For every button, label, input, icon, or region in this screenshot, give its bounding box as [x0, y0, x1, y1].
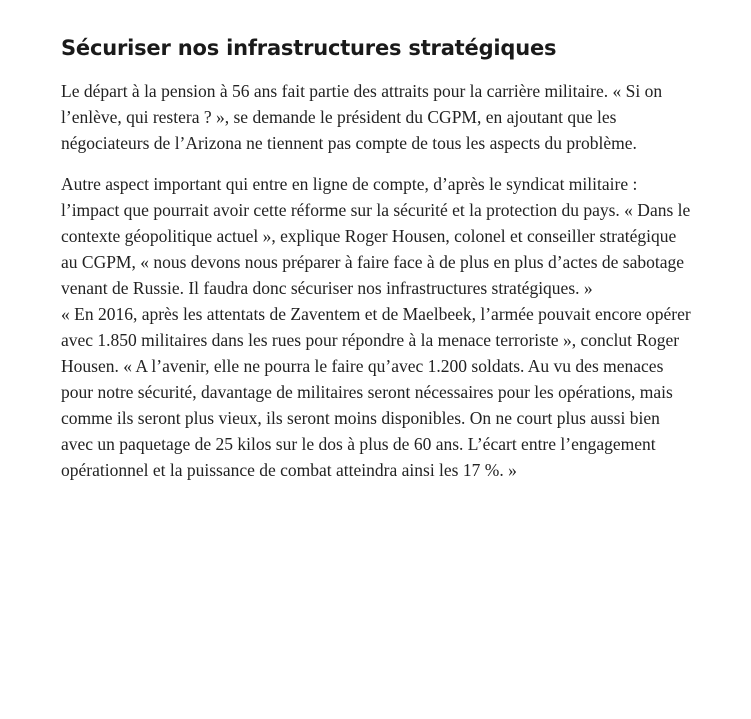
article-paragraph-2: Autre aspect important qui entre en ligne de compte, d’après le syndicat militaire : l’impact que pourrait avoir cette réforme sur la sécurité et la protection du pays. « Dans le contexte géopolitique actuel », explique Roger Housen, colonel et conseiller stratégique au CGPM, « nous devons nous préparer à faire face à de plus en plus d’actes de sabotage venant de Russie. Il faudra donc sécuriser nos infrastructures stratégiques. » [61, 174, 691, 298]
article-heading: Sécuriser nos infrastructures stratégiques [61, 36, 557, 60]
article [61, 34, 691, 483]
article-paragraph-3: « En 2016, après les attentats de Zaventem et de Maelbeek, l’armée pouvait encore opérer avec 1.850 militaires dans les rues pour répondre à la menace terroriste », conclut Roger Housen. « A l’avenir, elle ne pourra le faire qu’avec 1.200 soldats. Au vu des menaces pour notre sécurité, davantage de militaires seront nécessaires pour les opérations, mais comme ils seront plus vieux, ils seront moins disponibles. On ne court plus aussi bien avec un paquetage de 25 kilos sur le dos à plus de 60 ans. L’écart entre l’engagement opérationnel et la puissance de combat atteindra ainsi les 17 %. » [61, 304, 691, 480]
article-paragraph-1: Le départ à la pension à 56 ans fait partie des attraits pour la carrière militaire. « Si on l’enlève, qui restera ? », se demande le président du CGPM, en ajoutant que les négociateurs de l’Arizona ne tiennent pas compte de tous les aspects du problème. [61, 81, 663, 153]
